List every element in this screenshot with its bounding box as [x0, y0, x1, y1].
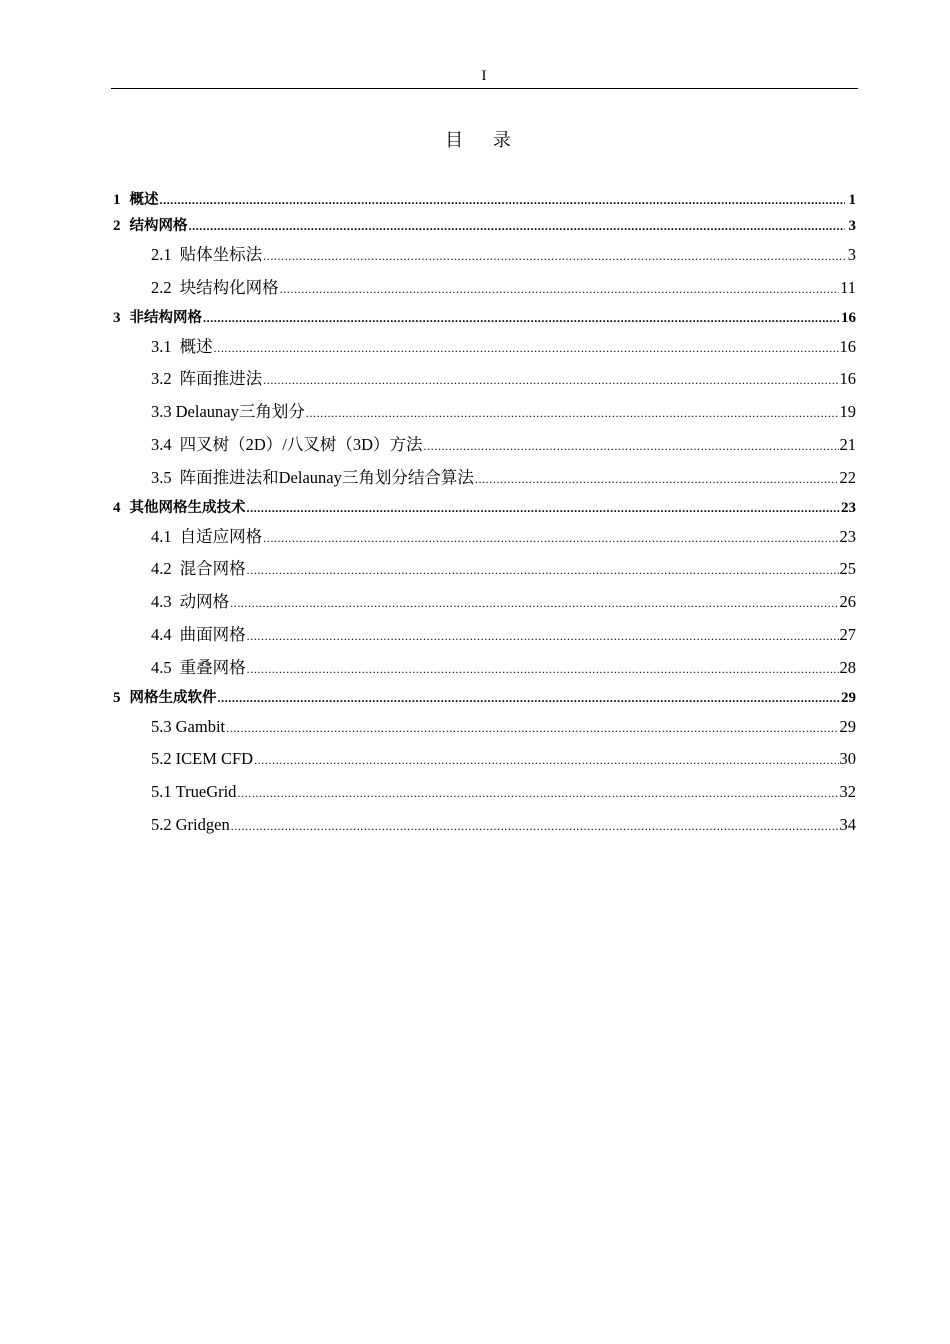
toc-entry-number: 2.2	[151, 277, 172, 297]
toc-dot-leader	[203, 305, 840, 331]
toc-entry-3-5[interactable]	[113, 462, 856, 495]
toc-entry-number: 4	[113, 499, 121, 516]
toc-dot-leader	[475, 463, 839, 496]
header-rule	[111, 88, 858, 89]
toc-entry-number: 5	[113, 689, 121, 706]
toc-dot-leader	[218, 685, 841, 711]
toc-entry-page: 28	[839, 657, 856, 677]
toc-dot-leader	[247, 620, 839, 653]
toc-entry-number: 3.4	[151, 434, 172, 454]
toc-dot-leader	[247, 653, 839, 686]
toc-entry-4-4[interactable]	[113, 619, 856, 652]
toc-dot-leader	[247, 495, 841, 521]
toc-entry-5-2-gridgen[interactable]	[113, 809, 856, 842]
toc-dot-leader	[160, 187, 846, 213]
toc-dot-leader	[280, 273, 839, 306]
toc-entry-title: 网格生成软件	[129, 689, 217, 706]
toc-entry-page: 29	[839, 716, 856, 736]
toc-entry-page: 3	[848, 218, 856, 234]
toc-dot-leader	[237, 777, 838, 810]
toc-entry-page: 22	[839, 467, 856, 487]
page-number: I	[481, 68, 487, 84]
toc-entry-title: 自适应网格	[179, 526, 263, 546]
toc-entry-title: 概述	[129, 192, 159, 208]
toc-entry-title: 重叠网格	[179, 657, 246, 677]
toc-entry-2-1[interactable]	[113, 239, 856, 272]
toc-entry-number: 5.2	[151, 814, 172, 834]
toc-dot-leader	[306, 397, 839, 430]
toc-entry-page: 16	[841, 309, 856, 326]
toc-entry-page: 27	[839, 624, 856, 644]
toc-entry-2-2[interactable]	[113, 272, 856, 305]
toc-entry-number: 5.2	[151, 749, 172, 769]
toc-entry-page: 23	[839, 526, 856, 546]
toc-dot-leader	[189, 213, 846, 239]
toc-entry-title: Delaunay三角划分	[175, 402, 305, 422]
toc-entry-number: 2	[113, 218, 121, 234]
toc-entry-number: 3	[113, 309, 121, 326]
toc-dot-leader	[254, 744, 838, 777]
toc-entry-number: 2.1	[151, 245, 172, 264]
toc-entry-page: 34	[839, 814, 856, 834]
toc-entry-2[interactable]	[113, 213, 856, 239]
toc-dot-leader	[214, 332, 839, 365]
toc-entry-title: 曲面网格	[179, 624, 246, 644]
toc-entry-title: ICEM CFD	[175, 749, 254, 769]
toc-entry-title: 动网格	[179, 592, 230, 612]
toc-entry-title: 结构网格	[129, 218, 188, 234]
toc-entry-4-5[interactable]	[113, 652, 856, 685]
toc-entry-number: 5.3	[151, 716, 172, 736]
toc-entry-page: 29	[841, 689, 856, 706]
toc-entry-page: 16	[839, 369, 856, 389]
toc-entry-page: 23	[841, 499, 856, 516]
toc-entry-title: 混合网格	[179, 559, 246, 579]
toc-entry-page: 1	[848, 192, 856, 208]
toc-entry-title: 阵面推进法	[179, 369, 263, 389]
toc-entry-5-1-truegrid[interactable]	[113, 776, 856, 809]
toc-entry-3[interactable]	[113, 305, 856, 331]
toc-entry-4-3[interactable]	[113, 586, 856, 619]
toc-entry-number: 4.4	[151, 624, 172, 644]
toc-entry-title: 非结构网格	[129, 309, 202, 326]
toc-entry-number: 3.3	[151, 402, 172, 422]
toc-entry-page: 16	[839, 336, 856, 356]
toc-entry-page: 30	[839, 749, 856, 769]
toc-entry-page: 25	[839, 559, 856, 579]
toc-dot-leader	[226, 712, 838, 745]
toc-entry-5[interactable]	[113, 685, 856, 711]
toc-entry-title: 贴体坐标法	[179, 245, 263, 264]
toc-entry-number: 1	[113, 192, 121, 208]
toc-entry-title: Gridgen	[175, 814, 230, 834]
toc-dot-leader	[263, 240, 845, 273]
toc-entry-title: 阵面推进法和Delaunay三角划分结合算法	[179, 467, 474, 487]
toc-entry-4[interactable]	[113, 495, 856, 521]
toc-dot-leader	[230, 587, 838, 620]
toc-entry-title: 块结构化网格	[179, 277, 279, 297]
toc-entry-5-2-icem-cfd[interactable]	[113, 743, 856, 776]
toc-entry-number: 4.5	[151, 657, 172, 677]
toc-entry-3-4[interactable]	[113, 429, 856, 462]
toc-entry-page: 19	[839, 402, 856, 422]
toc-entry-number: 4.1	[151, 526, 172, 546]
toc-dot-leader	[231, 810, 839, 843]
toc-entry-1[interactable]	[113, 187, 856, 213]
toc-entry-number: 5.1	[151, 782, 172, 802]
toc-entry-4-2[interactable]	[113, 553, 856, 586]
toc-entry-number: 4.2	[151, 559, 172, 579]
toc-entry-page: 26	[839, 592, 856, 612]
toc-entry-page: 21	[839, 434, 856, 454]
toc-entry-number: 3.1	[151, 336, 172, 356]
toc-entry-number: 3.2	[151, 369, 172, 389]
toc-entry-title: TrueGrid	[175, 782, 237, 802]
toc-entry-page: 32	[839, 782, 856, 802]
toc-entry-title: Gambit	[175, 716, 226, 736]
toc-title: 目 录	[445, 130, 523, 151]
table-of-contents	[113, 187, 856, 842]
toc-entry-4-1[interactable]	[113, 521, 856, 554]
toc-entry-3-3[interactable]	[113, 396, 856, 429]
toc-entry-5-3-gambit[interactable]	[113, 711, 856, 744]
toc-entry-title: 其他网格生成技术	[129, 499, 246, 516]
toc-entry-3-1[interactable]	[113, 331, 856, 364]
toc-entry-title: 概述	[179, 336, 213, 356]
toc-entry-page: 3	[847, 245, 856, 264]
toc-dot-leader	[247, 554, 839, 587]
toc-entry-page: 11	[840, 277, 856, 297]
toc-entry-number: 3.5	[151, 467, 172, 487]
toc-entry-title: 四叉树（2D）/八叉树（3D）方法	[179, 434, 423, 454]
toc-entry-3-2[interactable]	[113, 363, 856, 396]
toc-dot-leader	[263, 364, 838, 397]
toc-entry-number: 4.3	[151, 592, 172, 612]
toc-dot-leader	[424, 430, 839, 463]
toc-dot-leader	[263, 522, 838, 555]
